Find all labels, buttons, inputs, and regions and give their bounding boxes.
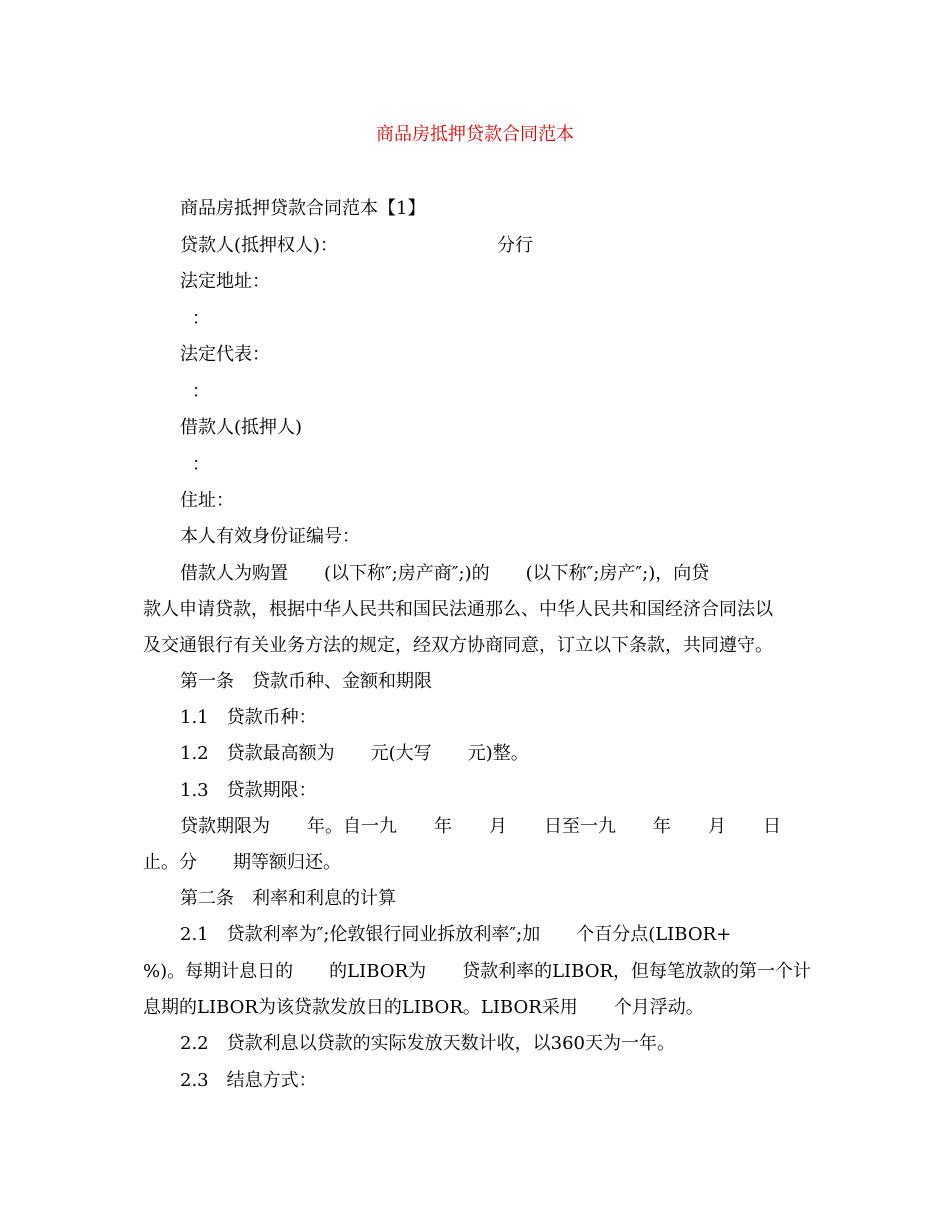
text-run: 止。分 [143,852,197,873]
article-1-heading: 第一条 贷款币种、金额和期限 [180,671,432,692]
id-number-label: 本人有效身份证编号： [180,526,360,547]
term-line [180,814,781,840]
text-run: 贷款利率的LIBOR，但每笔放款的第一个计 [462,961,812,982]
text-run: 日至一九 [544,816,616,837]
paragraph-line: 及交通银行有关业务方法的规定，经双方协商同意，订立以下条款，共同遵守。 [143,635,773,656]
clause-2-1 [180,922,731,948]
colon-line: ： [192,454,210,475]
term-line-2 [143,850,341,876]
clause-1-1: 1.1 贷款币种： [180,707,317,728]
text-run: 个月浮动。 [613,997,704,1018]
clause-1-3: 1.3 贷款期限： [180,780,317,801]
text-run: (以下称″;房产商″;)的 [324,563,490,584]
legal-rep-label: 法定代表： [180,344,270,365]
text-run: 个百分点(LIBOR+ [576,924,732,945]
clause-2-1-cont [143,959,811,985]
clause-2-2: 2.2 贷款利息以贷款的实际发放天数计收，以360天为一年。 [180,1033,675,1054]
text-run: (以下称″;房产″;)，向贷 [525,563,710,584]
text-run: 月 [489,816,507,837]
text-run: 期等额归还。 [233,852,341,873]
document-title: 商品房抵押贷款合同范本 [376,124,574,145]
clause-1-2 [180,741,529,767]
text-run: 息期的LIBOR为该贷款发放日的LIBOR。LIBOR采用 [143,997,578,1018]
borrower-label: 借款人(抵押人) [180,417,303,438]
colon-line: ： [192,381,210,402]
text-run: 元(大写 [370,743,432,764]
article-2-heading: 第二条 利率和利息的计算 [180,888,396,909]
text-run: 的LIBOR为 [329,961,427,982]
contract-heading: 商品房抵押贷款合同范本【1】 [180,198,426,219]
text-run: 月 [708,816,726,837]
lender-label: 贷款人(抵押权人)： [180,235,339,256]
branch-label: 分行 [497,235,533,256]
paragraph-line [180,561,709,587]
text-run: 年 [653,816,671,837]
text-run: 1.2 贷款最高额为 [180,743,335,764]
legal-address-label: 法定地址： [180,271,270,292]
text-run: 年。自一九 [307,816,397,837]
text-run: %)。每期计息日的 [143,961,294,982]
text-run: 年 [434,816,452,837]
text-run: 借款人为购置 [180,563,288,584]
address-label: 住址： [180,490,234,511]
text-run: 2.1 贷款利率为″;伦敦银行同业拆放利率″;加 [180,924,541,945]
text-run: 元)整。 [467,743,529,764]
paragraph-line: 款人申请贷款，根据中华人民共和国民法通那么、中华人民共和国经济合同法以 [143,599,773,620]
clause-2-3: 2.3 结息方式： [180,1070,317,1091]
clause-2-1-cont [143,995,704,1021]
text-run: 日 [763,816,781,837]
colon-line: ： [192,308,210,329]
text-run: 贷款期限为 [180,816,270,837]
